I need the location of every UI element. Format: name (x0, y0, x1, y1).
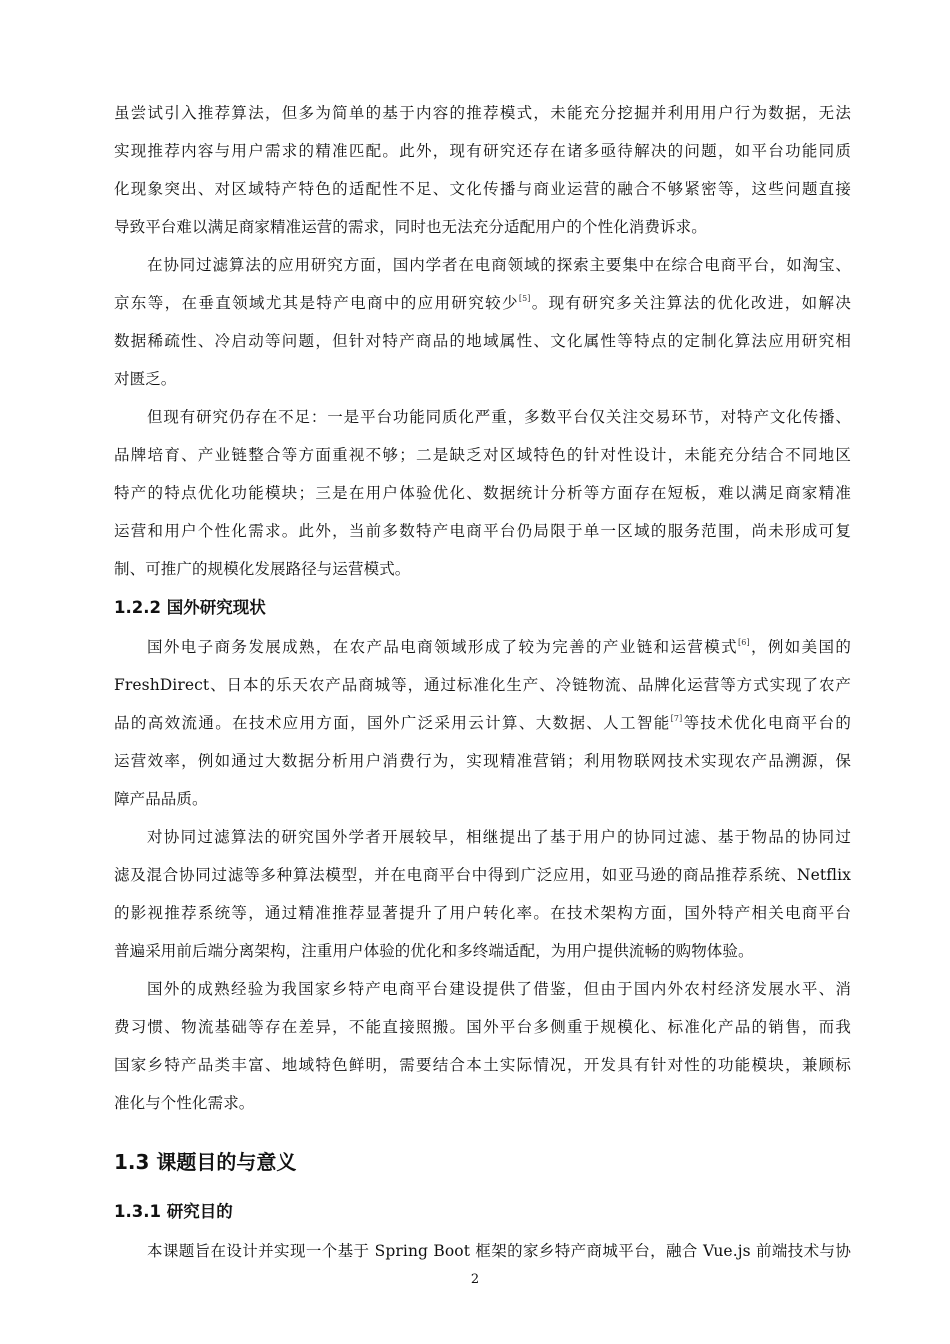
text-line: 准化与个性化需求。 (114, 1094, 255, 1112)
text-segment: ，例如美国的 (749, 638, 851, 656)
paragraph (114, 970, 851, 1122)
text-line: 滤及混合协同过滤等多种算法模型，并在电商平台中得到广泛应用，如亚马逊的商品推荐系统、Netflix (114, 866, 851, 884)
text-line: 虽尝试引入推荐算法，但多为简单的基于内容的推荐模式，未能充分挖掘并利用用户行为数据，无法 (114, 104, 851, 122)
text-line: 品牌培育、产业链整合等方面重视不够；二是缺乏对区域特色的针对性设计，未能充分结合不同地区 (114, 446, 851, 464)
text-line: 化现象突出、对区域特产特色的适配性不足、文化传播与商业运营的融合不够紧密等，这些问题直接 (114, 180, 851, 198)
document-body (114, 94, 851, 1270)
paragraph (114, 1232, 851, 1270)
text-line: 导致平台难以满足商家精准运营的需求，同时也无法充分适配用户的个性化消费诉求。 (114, 218, 707, 236)
text-line (114, 704, 851, 742)
text-line: 但现有研究仍存在不足：一是平台功能同质化严重，多数平台仅关注交易环节，对特产文化传播、 (147, 408, 851, 426)
paragraph (114, 398, 851, 588)
text-line: 运营效率，例如通过大数据分析用户消费行为，实现精准营销；利用物联网技术实现农产品溯源，保 (114, 752, 851, 770)
text-segment: 等技术优化电商平台的 (682, 714, 851, 732)
text-line: 运营和用户个性化需求。此外，当前多数特产电商平台仍局限于单一区域的服务范围，尚未形成可复 (114, 522, 851, 540)
page-number: 2 (470, 1272, 480, 1287)
text-line: 实现推荐内容与用户需求的精准匹配。此外，现有研究还存在诸多亟待解决的问题，如平台功能同质 (114, 142, 851, 160)
text-segment: 。现有研究多关注算法的优化改进，如解决 (530, 294, 851, 312)
text-line: 国家乡特产品类丰富、地域特色鲜明，需要结合本土实际情况，开发具有针对性的功能模块，兼顾标 (114, 1056, 851, 1074)
text-line: 费习惯、物流基础等存在差异，不能直接照搬。国外平台多侧重于规模化、标准化产品的销售，而我 (114, 1018, 851, 1036)
section-heading: 1.3.1 研究目的 (114, 1202, 233, 1221)
text-line: 特产的特点优化功能模块；三是在用户体验优化、数据统计分析等方面存在短板，难以满足商家精准 (114, 484, 851, 502)
text-segment: 京东等，在垂直领域尤其是特产电商中的应用研究较少 (114, 294, 519, 312)
section-heading: 1.2.2 国外研究现状 (114, 598, 266, 617)
paragraph (114, 246, 851, 398)
chapter-section-heading: 1.3 课题目的与意义 (114, 1150, 297, 1174)
text-segment: 国外电子商务发展成熟，在农产品电商领域形成了较为完善的产业链和运营模式 (147, 638, 739, 656)
text-segment: 品的高效流通。在技术应用方面，国外广泛采用云计算、大数据、人工智能 (114, 714, 671, 732)
text-line: 普遍采用前后端分离架构，注重用户体验的优化和多终端适配，为用户提供流畅的购物体验。 (114, 942, 754, 960)
text-line: 国外的成熟经验为我国家乡特产电商平台建设提供了借鉴，但由于国内外农村经济发展水平、消 (147, 980, 851, 998)
text-line: 障产品品质。 (114, 790, 208, 808)
citation-ref: [5] (518, 294, 531, 303)
text-line: 数据稀疏性、冷启动等问题，但针对特产商品的地域属性、文化属性等特点的定制化算法应用研究相 (114, 332, 851, 350)
paragraph (114, 628, 851, 818)
citation-ref: [7] (670, 714, 683, 723)
text-line (114, 628, 851, 666)
text-line (114, 284, 851, 322)
text-line: FreshDirect、日本的乐天农产品商城等，通过标准化生产、冷链物流、品牌化运营等方式实现了农产 (114, 676, 851, 694)
text-line: 对匮乏。 (114, 370, 177, 388)
text-line: 在协同过滤算法的应用研究方面，国内学者在电商领域的探索主要集中在综合电商平台，如淘宝、 (147, 256, 851, 274)
paragraph (114, 818, 851, 970)
citation-ref: [6] (738, 638, 750, 647)
text-line: 的影视推荐系统等，通过精准推荐显著提升了用户转化率。在技术架构方面，国外特产相关电商平台 (114, 904, 851, 922)
text-line: 制、可推广的规模化发展路径与运营模式。 (114, 560, 411, 578)
paragraph (114, 94, 851, 246)
text-line: 对协同过滤算法的研究国外学者开展较早，相继提出了基于用户的协同过滤、基于物品的协同过 (147, 828, 851, 846)
text-line: 本课题旨在设计并实现一个基于 Spring Boot 框架的家乡特产商城平台，融合 Vue.js 前端技术与协 (147, 1242, 851, 1260)
